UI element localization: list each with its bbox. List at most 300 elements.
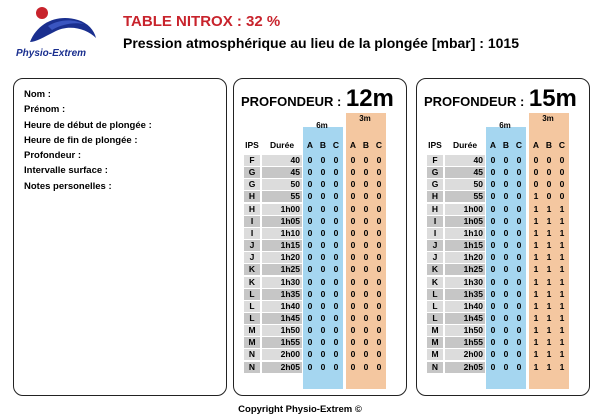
table-cell: 0 <box>490 300 496 311</box>
depth-value: 15m <box>528 85 577 112</box>
table-cell: 0 <box>376 227 382 238</box>
duration-cell: 1h05 <box>262 216 302 227</box>
table-cell: 0 <box>363 252 369 263</box>
table-cell: 0 <box>376 167 382 178</box>
table-cell: 0 <box>376 361 382 372</box>
info-field-label: Intervalle surface : <box>24 165 108 177</box>
duration-cell: 2h00 <box>262 349 302 360</box>
ips-cell: F <box>427 155 443 166</box>
table-cell: 0 <box>320 288 326 299</box>
table-cell: 0 <box>350 312 356 323</box>
dive-info-box <box>13 78 227 396</box>
depth-table-15m <box>416 78 590 396</box>
table-cell: 0 <box>363 288 369 299</box>
table-cell: 0 <box>516 155 522 165</box>
table-cell: 0 <box>350 215 356 226</box>
ips-cell: K <box>427 277 443 288</box>
table-cell: 0 <box>490 288 496 299</box>
duration-cell: 1h00 <box>445 204 485 215</box>
ips-cell: J <box>427 252 443 263</box>
depth-table-12m <box>233 78 407 396</box>
table-cell: 0 <box>320 155 326 165</box>
table-cell: 0 <box>503 167 509 178</box>
ips-cell: J <box>244 252 260 263</box>
table-cell: 0 <box>376 240 382 251</box>
table-cell: 0 <box>350 361 356 372</box>
table-cell: 0 <box>516 252 522 263</box>
table-cell: 0 <box>503 337 509 348</box>
table-cell: 0 <box>350 325 356 336</box>
table-cell: 0 <box>320 227 326 238</box>
table-cell: 1 <box>559 203 565 214</box>
ips-cell: K <box>427 264 443 275</box>
table-cell: 0 <box>333 337 339 348</box>
column-header: A <box>532 140 540 150</box>
table-cell: 0 <box>307 215 313 226</box>
table-cell: 1 <box>546 276 552 287</box>
ips-cell: H <box>427 191 443 202</box>
table-cell: 0 <box>533 167 539 178</box>
table-cell: 0 <box>376 179 382 190</box>
duration-cell: 1h55 <box>445 337 485 348</box>
table-cell: 0 <box>516 240 522 251</box>
table-cell: 0 <box>363 337 369 348</box>
table-cell: 1 <box>546 227 552 238</box>
group-label-6m: 6m <box>316 121 328 130</box>
duration-cell: 2h05 <box>262 362 302 373</box>
table-cell: 0 <box>376 325 382 336</box>
ips-cell: I <box>244 216 260 227</box>
table-cell: 0 <box>503 312 509 323</box>
duration-cell: 1h55 <box>262 337 302 348</box>
column-header: B <box>502 140 510 150</box>
table-cell: 0 <box>307 179 313 190</box>
table-cell: 0 <box>376 349 382 360</box>
table-cell: 0 <box>350 167 356 178</box>
ips-cell: H <box>244 191 260 202</box>
table-cell: 0 <box>320 337 326 348</box>
table-cell: 0 <box>307 252 313 263</box>
depth-title <box>424 85 577 113</box>
table-cell: 0 <box>307 191 313 202</box>
table-cell: 0 <box>333 264 339 275</box>
table-cell: 0 <box>307 227 313 238</box>
ips-cell: N <box>427 362 443 373</box>
table-cell: 0 <box>320 240 326 251</box>
table-cell: 0 <box>320 312 326 323</box>
table-cell: 0 <box>363 312 369 323</box>
table-cell: 0 <box>490 203 496 214</box>
table-cell: 0 <box>363 361 369 372</box>
table-cell: 0 <box>333 155 339 165</box>
table-cell: 0 <box>320 215 326 226</box>
table-cell: 0 <box>350 264 356 275</box>
table-cell: 0 <box>490 167 496 178</box>
table-cell: 0 <box>320 361 326 372</box>
duration-cell: 1h50 <box>445 325 485 336</box>
table-cell: 0 <box>490 264 496 275</box>
table-cell: 0 <box>516 349 522 360</box>
table-cell: 0 <box>320 300 326 311</box>
table-cell: 0 <box>307 325 313 336</box>
table-cell: 1 <box>533 276 539 287</box>
ips-cell: G <box>244 179 260 190</box>
table-cell: 0 <box>559 191 565 202</box>
table-cell: 0 <box>307 167 313 178</box>
table-cell: 1 <box>559 325 565 336</box>
table-cell: 1 <box>546 264 552 275</box>
table-cell: 0 <box>546 155 552 165</box>
info-field-label: Notes personelles : <box>24 180 112 192</box>
table-cell: 0 <box>516 276 522 287</box>
ips-cell: F <box>244 155 260 166</box>
table-cell: 0 <box>363 167 369 178</box>
ips-cell: L <box>244 289 260 300</box>
info-field-label: Heure de début de plongée : <box>24 119 152 131</box>
table-cell: 0 <box>516 264 522 275</box>
table-cell: 1 <box>559 300 565 311</box>
table-cell: 1 <box>546 240 552 251</box>
ips-cell: I <box>244 228 260 239</box>
table-cell: 0 <box>320 252 326 263</box>
table-cell: 1 <box>546 203 552 214</box>
duration-cell: 1h00 <box>262 204 302 215</box>
duration-cell: 1h25 <box>445 264 485 275</box>
ips-cell: J <box>427 240 443 251</box>
table-cell: 1 <box>559 215 565 226</box>
table-cell: 0 <box>376 276 382 287</box>
column-header: Durée <box>452 140 478 150</box>
table-cell: 1 <box>546 312 552 323</box>
table-cell: 0 <box>503 276 509 287</box>
ips-cell: H <box>427 204 443 215</box>
table-cell: 0 <box>350 203 356 214</box>
table-cell: 0 <box>320 167 326 178</box>
brand-name: Physio-Extrem <box>16 48 87 59</box>
table-cell: 0 <box>516 191 522 202</box>
table-cell: 0 <box>490 155 496 165</box>
table-cell: 0 <box>320 179 326 190</box>
table-cell: 0 <box>503 325 509 336</box>
table-cell: 0 <box>307 337 313 348</box>
ips-cell: J <box>244 240 260 251</box>
table-cell: 0 <box>350 300 356 311</box>
table-cell: 1 <box>546 349 552 360</box>
table-cell: 0 <box>546 179 552 190</box>
table-cell: 0 <box>350 227 356 238</box>
table-cell: 0 <box>333 252 339 263</box>
column-header: C <box>375 140 383 150</box>
ips-cell: L <box>427 313 443 324</box>
duration-cell: 1h10 <box>445 228 485 239</box>
table-cell: 0 <box>320 264 326 275</box>
table-cell: 0 <box>320 325 326 336</box>
duration-cell: 1h15 <box>262 240 302 251</box>
table-cell: 0 <box>546 191 552 202</box>
table-cell: 1 <box>559 252 565 263</box>
table-cell: 1 <box>546 215 552 226</box>
table-cell: 0 <box>363 276 369 287</box>
page-title: TABLE NITROX : 32 % <box>123 13 281 30</box>
duration-cell: 1h25 <box>262 264 302 275</box>
table-cell: 0 <box>363 325 369 336</box>
info-field-label: Nom : <box>24 89 51 100</box>
table-cell: 1 <box>533 252 539 263</box>
table-cell: 0 <box>307 361 313 372</box>
ips-cell: M <box>427 349 443 360</box>
table-cell: 0 <box>516 215 522 226</box>
table-cell: 0 <box>363 349 369 360</box>
table-cell: 0 <box>363 240 369 251</box>
table-cell: 0 <box>333 349 339 360</box>
table-cell: 0 <box>333 361 339 372</box>
table-cell: 0 <box>350 240 356 251</box>
table-cell: 1 <box>546 361 552 372</box>
duration-cell: 1h20 <box>262 252 302 263</box>
table-cell: 1 <box>559 227 565 238</box>
table-cell: 0 <box>533 155 539 165</box>
table-cell: 0 <box>363 227 369 238</box>
table-cell: 0 <box>503 361 509 372</box>
table-cell: 0 <box>350 191 356 202</box>
table-cell: 0 <box>333 203 339 214</box>
table-cell: 1 <box>533 300 539 311</box>
ips-cell: M <box>427 325 443 336</box>
column-header: IPS <box>428 140 442 150</box>
table-cell: 0 <box>333 312 339 323</box>
table-cell: 1 <box>533 288 539 299</box>
column-header: C <box>515 140 523 150</box>
table-cell: 0 <box>376 337 382 348</box>
table-cell: 0 <box>490 325 496 336</box>
table-cell: 0 <box>503 288 509 299</box>
table-cell: 0 <box>333 167 339 178</box>
table-cell: 0 <box>363 215 369 226</box>
table-cell: 0 <box>490 179 496 190</box>
group-label-3m: 3m <box>359 114 371 123</box>
table-cell: 1 <box>546 288 552 299</box>
table-cell: 0 <box>333 325 339 336</box>
table-cell: 0 <box>307 264 313 275</box>
duration-cell: 1h10 <box>262 228 302 239</box>
table-cell: 1 <box>533 203 539 214</box>
depth-label: PROFONDEUR : <box>241 94 342 109</box>
table-cell: 0 <box>490 215 496 226</box>
table-cell: 1 <box>559 276 565 287</box>
ips-cell: I <box>427 216 443 227</box>
info-field-label: Heure de fin de plongée : <box>24 134 138 146</box>
ips-cell: G <box>427 179 443 190</box>
column-header: Durée <box>269 140 295 150</box>
duration-cell: 1h45 <box>445 313 485 324</box>
table-cell: 1 <box>533 325 539 336</box>
duration-cell: 2h00 <box>445 349 485 360</box>
table-cell: 0 <box>376 300 382 311</box>
duration-cell: 1h35 <box>262 289 302 300</box>
duration-cell: 1h30 <box>262 277 302 288</box>
table-cell: 0 <box>333 288 339 299</box>
table-cell: 0 <box>307 349 313 360</box>
table-cell: 0 <box>376 288 382 299</box>
table-cell: 1 <box>533 349 539 360</box>
ips-cell: G <box>427 167 443 178</box>
table-cell: 1 <box>533 191 539 202</box>
depth-label: PROFONDEUR : <box>424 94 525 109</box>
table-cell: 1 <box>559 240 565 251</box>
table-cell: 0 <box>503 240 509 251</box>
table-cell: 1 <box>559 361 565 372</box>
table-cell: 0 <box>516 312 522 323</box>
column-header: B <box>319 140 327 150</box>
column-header: A <box>349 140 357 150</box>
table-cell: 0 <box>490 191 496 202</box>
ips-cell: L <box>427 301 443 312</box>
info-field-label: Prénom : <box>24 104 66 116</box>
table-cell: 0 <box>350 288 356 299</box>
table-cell: 1 <box>533 227 539 238</box>
table-cell: 0 <box>350 349 356 360</box>
table-cell: 0 <box>490 349 496 360</box>
table-cell: 0 <box>333 191 339 202</box>
table-cell: 0 <box>350 179 356 190</box>
table-cell: 0 <box>503 264 509 275</box>
table-cell: 0 <box>516 227 522 238</box>
table-cell: 1 <box>533 240 539 251</box>
ips-cell: G <box>244 167 260 178</box>
duration-cell: 50 <box>445 179 485 190</box>
table-cell: 0 <box>307 203 313 214</box>
ips-cell: L <box>244 301 260 312</box>
ips-cell: N <box>244 362 260 373</box>
ips-cell: M <box>244 325 260 336</box>
duration-cell: 1h40 <box>262 301 302 312</box>
table-cell: 1 <box>559 337 565 348</box>
table-cell: 0 <box>490 240 496 251</box>
table-cell: 0 <box>490 227 496 238</box>
depth-title <box>241 85 394 113</box>
table-cell: 0 <box>307 300 313 311</box>
duration-cell: 1h40 <box>445 301 485 312</box>
copyright: Copyright Physio-Extrem © <box>238 404 362 415</box>
duration-cell: 55 <box>262 191 302 202</box>
table-cell: 1 <box>533 361 539 372</box>
table-cell: 0 <box>307 312 313 323</box>
table-cell: 0 <box>320 191 326 202</box>
table-cell: 1 <box>559 312 565 323</box>
table-cell: 0 <box>516 288 522 299</box>
ips-cell: K <box>244 277 260 288</box>
duration-cell: 55 <box>445 191 485 202</box>
table-cell: 0 <box>363 300 369 311</box>
table-cell: 0 <box>350 276 356 287</box>
table-cell: 0 <box>333 300 339 311</box>
table-cell: 0 <box>376 191 382 202</box>
ips-cell: L <box>427 289 443 300</box>
table-cell: 0 <box>376 264 382 275</box>
ips-cell: N <box>244 349 260 360</box>
swoosh-logo-icon <box>28 4 98 48</box>
table-cell: 1 <box>533 312 539 323</box>
table-cell: 0 <box>376 215 382 226</box>
column-header: C <box>332 140 340 150</box>
table-cell: 0 <box>363 264 369 275</box>
group-label-3m: 3m <box>542 114 554 123</box>
column-header: A <box>489 140 497 150</box>
table-cell: 0 <box>559 155 565 165</box>
duration-cell: 45 <box>445 167 485 178</box>
duration-cell: 40 <box>445 155 485 166</box>
table-cell: 1 <box>546 252 552 263</box>
table-cell: 0 <box>363 191 369 202</box>
table-cell: 0 <box>503 300 509 311</box>
ips-cell: H <box>244 204 260 215</box>
table-cell: 0 <box>503 179 509 190</box>
brand-logo <box>10 4 110 62</box>
table-cell: 0 <box>559 179 565 190</box>
duration-cell: 1h45 <box>262 313 302 324</box>
table-cell: 0 <box>320 203 326 214</box>
table-cell: 0 <box>307 288 313 299</box>
duration-cell: 50 <box>262 179 302 190</box>
table-cell: 0 <box>307 276 313 287</box>
table-cell: 1 <box>546 337 552 348</box>
table-cell: 0 <box>490 337 496 348</box>
column-header: IPS <box>245 140 259 150</box>
table-cell: 1 <box>533 264 539 275</box>
duration-cell: 1h50 <box>262 325 302 336</box>
table-cell: 0 <box>363 203 369 214</box>
table-cell: 0 <box>503 155 509 165</box>
table-cell: 0 <box>376 203 382 214</box>
table-cell: 0 <box>503 215 509 226</box>
table-cell: 0 <box>333 215 339 226</box>
table-cell: 0 <box>516 179 522 190</box>
table-cell: 0 <box>307 240 313 251</box>
group-label-6m: 6m <box>499 121 511 130</box>
depth-value: 12m <box>345 85 394 112</box>
table-cell: 0 <box>350 337 356 348</box>
table-cell: 0 <box>516 325 522 336</box>
table-cell: 0 <box>333 227 339 238</box>
table-cell: 1 <box>559 288 565 299</box>
table-cell: 0 <box>376 252 382 263</box>
table-cell: 1 <box>546 325 552 336</box>
table-cell: 1 <box>546 300 552 311</box>
table-cell: 0 <box>559 167 565 178</box>
table-cell: 0 <box>363 179 369 190</box>
table-cell: 0 <box>320 349 326 360</box>
table-cell: 0 <box>350 252 356 263</box>
column-header: B <box>545 140 553 150</box>
table-cell: 0 <box>376 155 382 165</box>
table-cell: 0 <box>516 300 522 311</box>
duration-cell: 40 <box>262 155 302 166</box>
column-header: A <box>306 140 314 150</box>
table-cell: 1 <box>533 215 539 226</box>
ips-cell: L <box>244 313 260 324</box>
duration-cell: 1h05 <box>445 216 485 227</box>
page-subtitle: Pression atmosphérique au lieu de la plongée [mbar] : 1015 <box>123 35 519 51</box>
table-cell: 0 <box>320 276 326 287</box>
ips-cell: M <box>427 337 443 348</box>
column-header: C <box>558 140 566 150</box>
column-header: B <box>362 140 370 150</box>
table-cell: 0 <box>376 312 382 323</box>
duration-cell: 1h30 <box>445 277 485 288</box>
table-cell: 0 <box>503 203 509 214</box>
info-field-label: Profondeur : <box>24 150 81 162</box>
duration-cell: 1h35 <box>445 289 485 300</box>
